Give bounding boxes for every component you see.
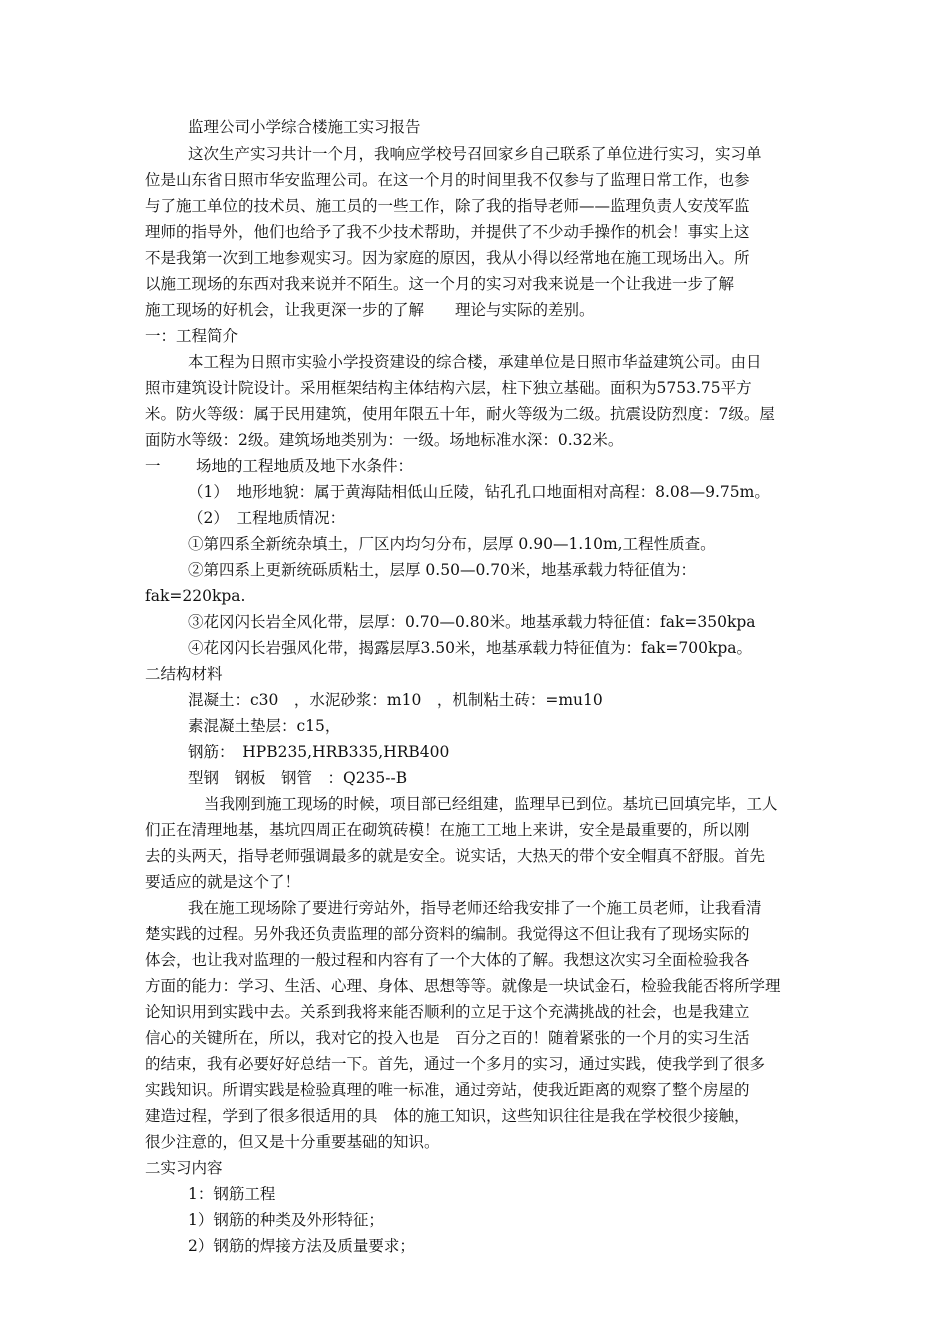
practice-line: 楚实践的过程。另外我还负责监理的部分资料的编制。我觉得这不但让我有了现场实际的 bbox=[145, 925, 750, 943]
material-line: 型钢 钢板 钢管 ：Q235--B bbox=[188, 769, 408, 787]
intro-line: 以施工现场的东西对我来说并不陌生。这一个月的实习对我来说是一个让我进一步了解 bbox=[145, 275, 735, 293]
geology-item: fak=220kpa. bbox=[145, 587, 246, 605]
geology-item: ③花冈闪长岩全风化带，层厚：0.70—0.80米。地基承载力特征值：fak=350kpa bbox=[188, 613, 756, 631]
project-line: 本工程为日照市实验小学投资建设的综合楼，承建单位是日照市华益建筑公司。由日 bbox=[188, 353, 762, 371]
intro-line: 不是我第一次到工地参观实习。因为家庭的原因，我从小得以经常地在施工现场出入。所 bbox=[145, 249, 750, 267]
site-line: 当我刚到施工现场的时候，项目部已经组建，监理早已到位。基坑已回填完毕，工人 bbox=[204, 795, 778, 813]
project-line: 米。防火等级：属于民用建筑，使用年限五十年，耐火等级为二级。抗震设防烈度：7级。屋 bbox=[145, 405, 775, 423]
practice-line: 我在施工现场除了要进行旁站外，指导老师还给我安排了一个施工员老师，让我看清 bbox=[188, 899, 762, 917]
geology-item: （1） 地形地貌：属于黄海陆相低山丘陵，钻孔孔口地面相对高程：8.08—9.75m。 bbox=[188, 483, 770, 501]
geology-heading-number: 一 bbox=[145, 457, 161, 475]
content-item: 1）钢筋的种类及外形特征； bbox=[188, 1211, 384, 1229]
practice-line: 方面的能力：学习、生活、心理、身体、思想等等。就像是一块试金石，检验我能否将所学理 bbox=[145, 977, 781, 995]
intro-line: 施工现场的好机会，让我更深一步的了解 理论与实际的差别。 bbox=[145, 301, 595, 319]
content-item: 2）钢筋的焊接方法及质量要求； bbox=[188, 1237, 415, 1255]
geology-item: （2） 工程地质情况： bbox=[188, 509, 346, 527]
material-line: 素混凝土垫层：c15， bbox=[188, 717, 341, 735]
practice-line: 实践知识。所谓实践是检验真理的唯一标准，通过旁站，使我近距离的观察了整个房屋的 bbox=[145, 1081, 750, 1099]
geology-item: ①第四系全新统杂填土，厂区内均匀分布，层厚 0.90—1.10m,工程性质查。 bbox=[188, 535, 716, 553]
practice-line: 建造过程，学到了很多很适用的具 体的施工知识，这些知识往往是我在学校很少接触， bbox=[145, 1107, 750, 1125]
intro-line: 理师的指导外，他们也给予了我不少技术帮助，并提供了不少动手操作的机会！事实上这 bbox=[145, 223, 750, 241]
geology-heading: 场地的工程地质及地下水条件： bbox=[196, 457, 414, 475]
material-line: 混凝土：c30 ，水泥砂浆：m10 ，机制粘土砖：=mu10 bbox=[188, 691, 603, 709]
section-heading: 二实习内容 bbox=[145, 1159, 223, 1177]
geology-item: ②第四系上更新统砾质粘土，层厚 0.50—0.70米，地基承载力特征值为： bbox=[188, 561, 696, 579]
site-line: 去的头两天，指导老师强调最多的就是安全。说实话，大热天的带个安全帽真不舒服。首先 bbox=[145, 847, 766, 865]
section-heading: 二结构材料 bbox=[145, 665, 223, 683]
site-line: 要适应的就是这个了！ bbox=[145, 873, 301, 891]
geology-item: ④花冈闪长岩强风化带，揭露层厚3.50米，地基承载力特征值为：fak=700kpa。 bbox=[188, 639, 753, 657]
intro-line: 这次生产实习共计一个月，我响应学校号召回家乡自己联系了单位进行实习，实习单 bbox=[188, 145, 762, 163]
material-line: 钢筋： HPB235,HRB335,HRB400 bbox=[188, 743, 450, 761]
project-line: 照市建筑设计院设计。采用框架结构主体结构六层，柱下独立基础。面积为5753.75平方 bbox=[145, 379, 752, 397]
practice-line: 的结束，我有必要好好总结一下。首先，通过一个多月的实习，通过实践，使我学到了很多 bbox=[145, 1055, 766, 1073]
practice-line: 论知识用到实践中去。关系到我将来能否顺利的立足于这个充满挑战的社会，也是我建立 bbox=[145, 1003, 750, 1021]
section-heading: 一：工程简介 bbox=[145, 327, 239, 345]
practice-line: 信心的关键所在，所以，我对它的投入也是 百分之百的！随着紧张的一个月的实习生活 bbox=[145, 1029, 750, 1047]
document-title: 监理公司小学综合楼施工实习报告 bbox=[188, 118, 421, 136]
practice-line: 很少注意的，但又是十分重要基础的知识。 bbox=[145, 1133, 440, 1151]
intro-line: 位是山东省日照市华安监理公司。在这一个月的时间里我不仅参与了监理日常工作，也参 bbox=[145, 171, 750, 189]
intro-line: 与了施工单位的技术员、施工员的一些工作，除了我的指导老师——监理负责人安茂军监 bbox=[145, 197, 750, 215]
site-line: 们正在清理地基，基坑四周正在砌筑砖模！在施工工地上来讲，安全是最重要的，所以刚 bbox=[145, 821, 750, 839]
content-item: 1：钢筋工程 bbox=[188, 1185, 276, 1203]
practice-line: 体会，也让我对监理的一般过程和内容有了一个大体的了解。我想这次实习全面检验我各 bbox=[145, 951, 750, 969]
project-line: 面防水等级：2级。建筑场地类别为：一级。场地标准水深：0.32米。 bbox=[145, 431, 624, 449]
